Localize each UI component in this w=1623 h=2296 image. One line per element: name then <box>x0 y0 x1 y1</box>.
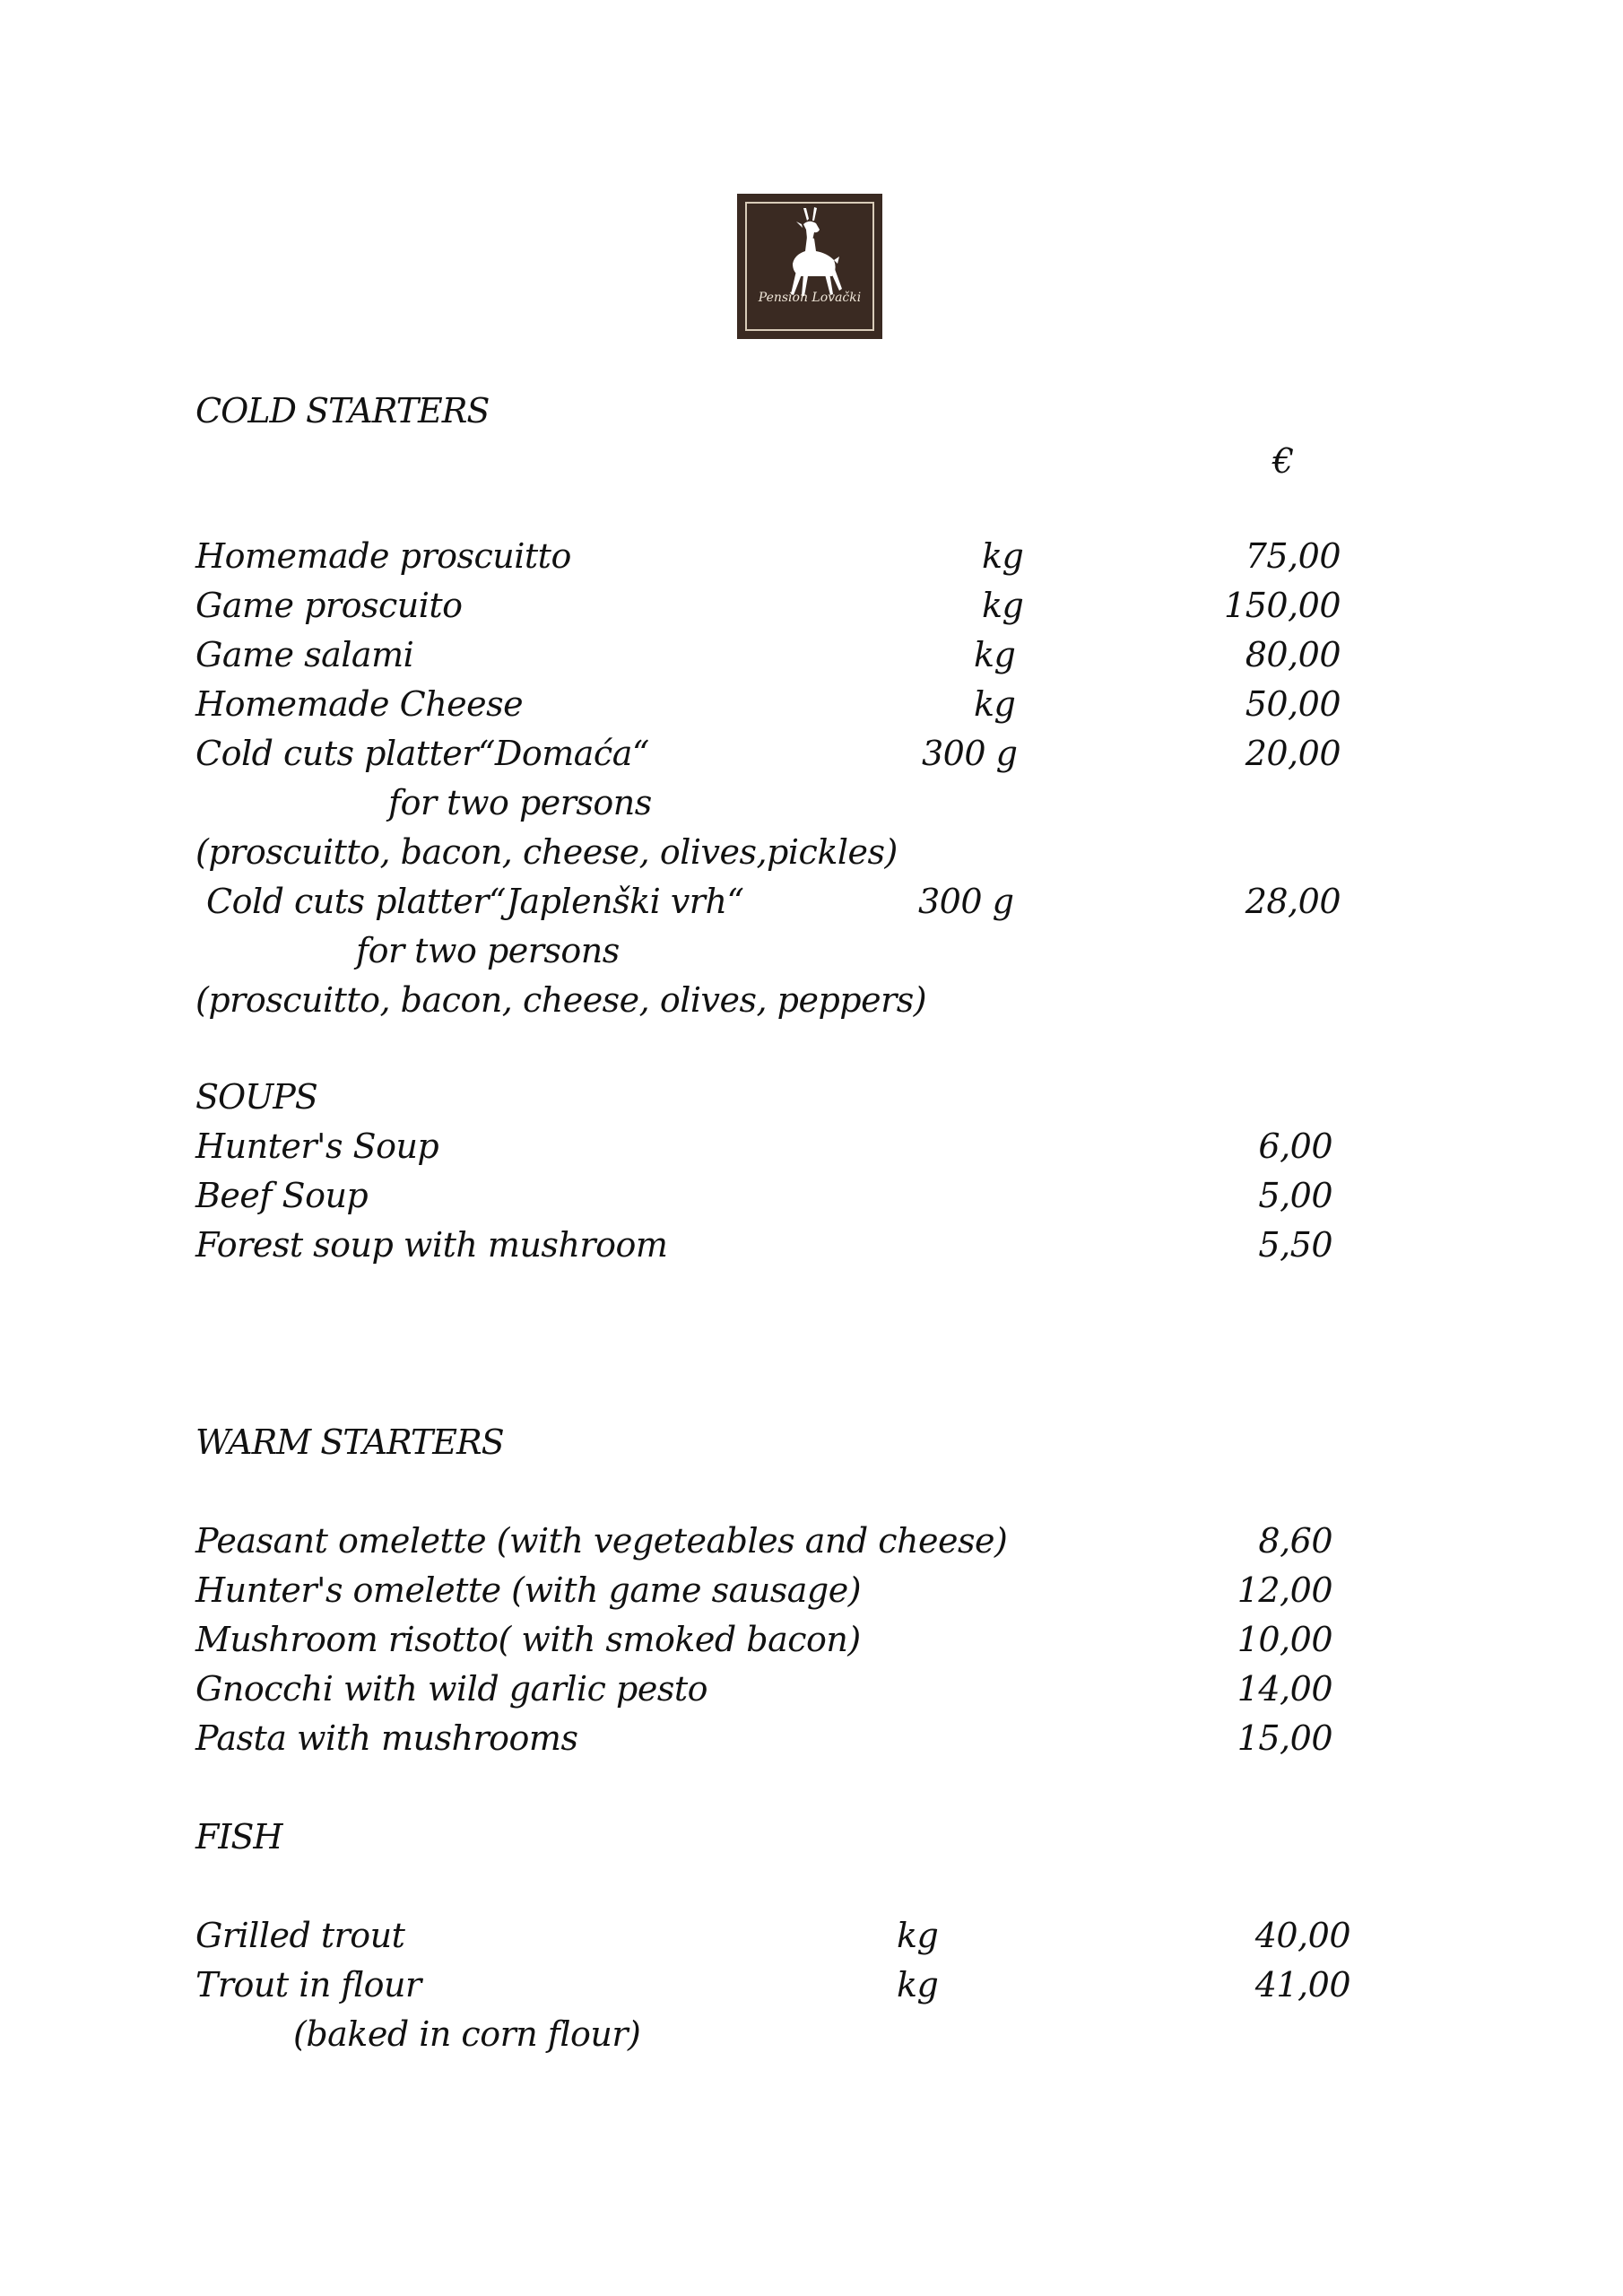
menu-item-price: 12,00 <box>1237 1570 1332 1610</box>
menu-item-price: 6,00 <box>1258 1126 1332 1166</box>
menu-item-price: 41,00 <box>1254 1965 1350 2005</box>
restaurant-logo <box>737 194 882 339</box>
menu-item-price: 5,50 <box>1258 1225 1332 1265</box>
menu-item-name: Homemade Cheese <box>195 684 524 724</box>
menu-item-price: 40,00 <box>1254 1916 1350 1955</box>
menu-item-name: Beef Soup <box>195 1176 369 1215</box>
section-heading-soups: SOUPS <box>195 1077 317 1117</box>
menu-item-name: Cold cuts platter“Domaća“ <box>195 734 649 773</box>
menu-item-unit: kg <box>974 684 1016 724</box>
menu-item-name: Grilled trout <box>195 1916 405 1955</box>
menu-item-price: 80,00 <box>1245 635 1341 674</box>
menu-item-note: (baked in corn flour) <box>293 2014 641 2054</box>
menu-item-price: 150,00 <box>1224 586 1341 625</box>
menu-item-unit: kg <box>897 1965 939 2005</box>
menu-item-name: Hunter's Soup <box>195 1126 439 1166</box>
menu-item-name: Game proscuito <box>195 586 463 625</box>
menu-item-note: (proscuitto, bacon, cheese, olives, peppers) <box>195 980 927 1020</box>
menu-item-price: 8,60 <box>1258 1521 1332 1561</box>
menu-item-price: 50,00 <box>1245 684 1341 724</box>
menu-item-unit: kg <box>982 536 1024 576</box>
menu-item-price: 10,00 <box>1237 1620 1332 1659</box>
menu-item-unit: kg <box>897 1916 939 1955</box>
menu-item-unit: kg <box>982 586 1024 625</box>
menu-item-name: Trout in flour <box>195 1965 421 2005</box>
menu-item-name: Pasta with mushrooms <box>195 1718 578 1758</box>
menu-item-price: 28,00 <box>1245 882 1341 921</box>
menu-item-name: Peasant omelette (with vegeteables and cheese) <box>195 1521 1008 1561</box>
currency-symbol: € <box>1272 441 1294 481</box>
menu-item-price: 75,00 <box>1245 536 1341 576</box>
section-heading-warm-starters: WARM STARTERS <box>195 1422 504 1462</box>
menu-item-name: Gnocchi with wild garlic pesto <box>195 1669 707 1709</box>
menu-item-note: (proscuitto, bacon, cheese, olives,pickles) <box>195 832 898 872</box>
deer-icon <box>737 194 882 339</box>
menu-item-price: 20,00 <box>1245 734 1341 773</box>
menu-item-name: Homemade proscuitto <box>195 536 571 576</box>
menu-item-name: Mushroom risotto( with smoked bacon) <box>195 1620 861 1659</box>
section-heading-cold-starters: COLD STARTERS <box>195 391 490 430</box>
menu-item-price: 14,00 <box>1237 1669 1332 1709</box>
menu-item-note: for two persons <box>388 783 652 822</box>
menu-item-unit: kg <box>974 635 1016 674</box>
section-heading-fish: FISH <box>195 1817 282 1857</box>
menu-item-note: for two persons <box>356 931 620 970</box>
menu-item-unit: 300 g <box>922 734 1018 773</box>
menu-item-name: Game salami <box>195 635 414 674</box>
menu-item-name: Cold cuts platter“Japlenški vrh“ <box>206 882 744 921</box>
menu-item-price: 15,00 <box>1237 1718 1332 1758</box>
logo-brand-text: Pension Lovački <box>758 291 862 305</box>
menu-item-unit: 300 g <box>918 882 1014 921</box>
menu-item-price: 5,00 <box>1258 1176 1332 1215</box>
menu-item-name: Hunter's omelette (with game sausage) <box>195 1570 862 1610</box>
menu-item-name: Forest soup with mushroom <box>195 1225 668 1265</box>
